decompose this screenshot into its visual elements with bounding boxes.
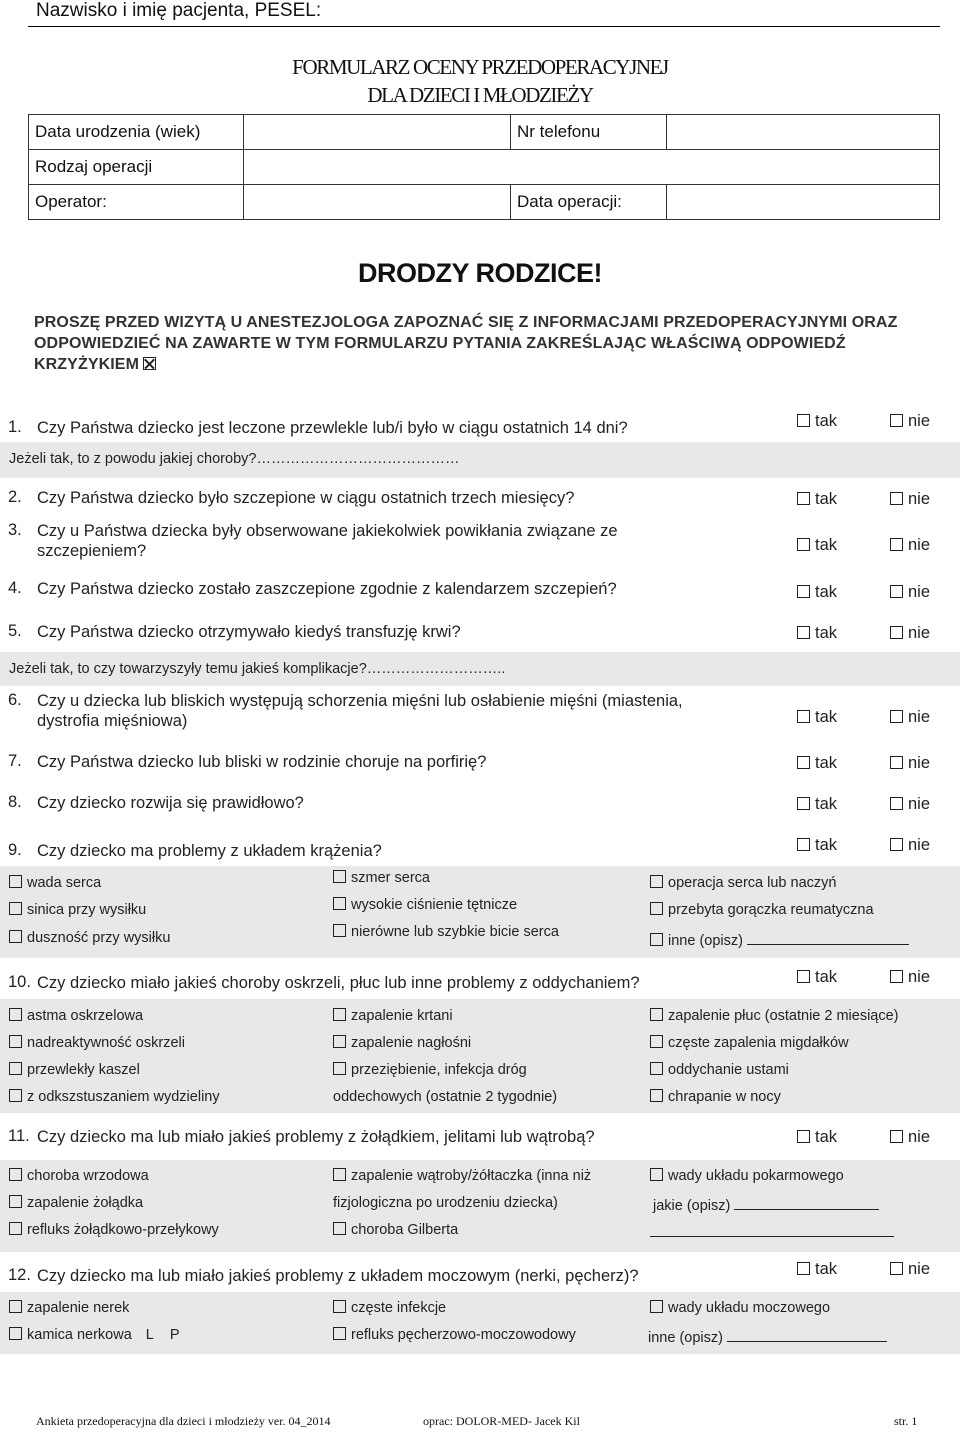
q5-yes-option[interactable]: tak — [797, 624, 837, 643]
option-heart-defect[interactable]: wada serca — [9, 875, 101, 891]
checkbox-icon — [890, 626, 903, 639]
option-urinary-other: inne (opisz) — [648, 1327, 887, 1346]
option-arrhythmia[interactable]: nierówne lub szybkie bicie serca — [333, 924, 559, 940]
footer-page-number: str. 1 — [894, 1414, 918, 1428]
checkbox-icon — [797, 1130, 810, 1143]
option-laryngitis[interactable]: zapalenie krtani — [333, 1008, 453, 1024]
option-gi-defects[interactable]: wady układu pokarmowego — [650, 1168, 844, 1184]
q6-no-option[interactable]: nie — [890, 708, 930, 727]
operator-field[interactable] — [244, 185, 511, 220]
option-hepatitis-cont: fizjologiczna po urodzeniu dziecka) — [333, 1195, 558, 1211]
checkbox-icon — [797, 626, 810, 639]
option-heart-murmur[interactable]: szmer serca — [333, 870, 430, 886]
option-peptic-ulcer[interactable]: choroba wrzodowa — [9, 1168, 149, 1184]
q5-followup[interactable]: Jeżeli tak, to czy towarzyszyły temu jakieś komplikacje?……………………….. — [9, 661, 506, 677]
checkbox-icon — [333, 1168, 346, 1181]
checkbox-icon — [650, 1062, 663, 1075]
checkbox-icon — [333, 1222, 346, 1235]
checkbox-icon — [9, 875, 22, 888]
q10-yes-option[interactable]: tak — [797, 968, 837, 987]
q9-no-option[interactable]: nie — [890, 836, 930, 855]
option-vesicoureteral-reflux[interactable]: refluks pęcherzowo-moczowodowy — [333, 1327, 576, 1343]
option-cyanosis[interactable]: sinica przy wysiłku — [9, 902, 146, 918]
option-respiratory-infection[interactable]: przeziębienie, infekcja dróg — [333, 1062, 527, 1078]
checkbox-icon — [9, 1035, 22, 1048]
checkbox-icon — [890, 797, 903, 810]
q5-no-option[interactable]: nie — [890, 624, 930, 643]
checkbox-icon — [650, 875, 663, 888]
q11-yes-option[interactable]: tak — [797, 1128, 837, 1147]
option-tonsillitis[interactable]: częste zapalenia migdałków — [650, 1035, 849, 1051]
checkbox-icon — [333, 1300, 346, 1313]
operation-type-label: Rodzaj operacji — [29, 150, 244, 185]
checkbox-icon — [890, 414, 903, 427]
q9-yes-option[interactable]: tak — [797, 836, 837, 855]
checkbox-icon — [890, 538, 903, 551]
phone-label: Nr telefonu — [511, 115, 667, 150]
option-sputum[interactable]: z odkszstuszaniem wydzieliny — [9, 1089, 220, 1105]
phone-field[interactable] — [667, 115, 940, 150]
option-frequent-infections[interactable]: częste infekcje — [333, 1300, 446, 1316]
footer-author: oprac: DOLOR-MED- Jacek Kil — [423, 1414, 580, 1428]
checkbox-icon — [797, 838, 810, 851]
option-urinary-defects[interactable]: wady układu moczowego — [650, 1300, 830, 1316]
checkbox-icon — [333, 1327, 346, 1340]
operation-date-field[interactable] — [667, 185, 940, 220]
checkbox-icon — [650, 1035, 663, 1048]
checkbox-icon — [9, 1327, 22, 1340]
checkbox-icon — [890, 756, 903, 769]
checkbox-icon — [650, 1300, 663, 1313]
form-title-line1: FORMULARZ OCENY PRZEDOPERACYJNEJ — [292, 55, 668, 79]
option-other-cardiac[interactable]: inne (opisz) — [650, 930, 909, 949]
birth-date-field[interactable] — [244, 115, 511, 150]
option-respiratory-infection-cont: oddechowych (ostatnie 2 tygodnie) — [333, 1089, 558, 1105]
checkbox-icon — [650, 1089, 663, 1102]
checkbox-icon — [9, 1168, 22, 1181]
checkbox-icon — [9, 1300, 22, 1313]
option-nephritis[interactable]: zapalenie nerek — [9, 1300, 129, 1316]
gi-describe-line-2[interactable] — [650, 1222, 894, 1241]
option-bronchial-hyperreactivity[interactable]: nadreaktywność oskrzeli — [9, 1035, 185, 1051]
checkbox-icon — [797, 585, 810, 598]
checkbox-icon — [9, 1008, 22, 1021]
operator-label: Operator: — [29, 185, 244, 220]
option-mouth-breathing[interactable]: oddychanie ustami — [650, 1062, 789, 1078]
birth-date-label: Data urodzenia (wiek) — [29, 115, 244, 150]
checkbox-icon — [797, 492, 810, 505]
other-cardiac-line[interactable] — [747, 930, 909, 945]
greeting: DRODZY RODZICE! — [357, 258, 602, 288]
checkbox-icon — [333, 1008, 346, 1021]
urinary-other-line[interactable] — [727, 1327, 887, 1342]
q3-no-option[interactable]: nie — [890, 536, 930, 555]
checkbox-icon — [890, 1262, 903, 1275]
option-asthma[interactable]: astma oskrzelowa — [9, 1008, 143, 1024]
q6-yes-option[interactable]: tak — [797, 708, 837, 727]
patient-info-table — [28, 114, 940, 220]
option-epiglottitis[interactable]: zapalenie nagłośni — [333, 1035, 471, 1051]
patient-name-line — [28, 26, 940, 27]
checkbox-icon — [333, 897, 346, 910]
q11-no-option[interactable]: nie — [890, 1128, 930, 1147]
option-heart-surgery[interactable]: operacja serca lub naczyń — [650, 875, 836, 891]
option-hypertension[interactable]: wysokie ciśnienie tętnicze — [333, 897, 517, 913]
checkbox-icon — [333, 870, 346, 883]
q8-no-option[interactable]: nie — [890, 795, 930, 814]
q7-no-option[interactable]: nie — [890, 754, 930, 773]
gi-describe-line[interactable] — [734, 1195, 879, 1210]
operation-type-field[interactable] — [244, 150, 940, 185]
option-gastritis[interactable]: zapalenie żołądka — [9, 1195, 143, 1211]
checkbox-icon — [333, 1035, 346, 1048]
checkbox-icon — [890, 970, 903, 983]
option-kidney-stones[interactable]: kamica nerkowa L P — [9, 1327, 180, 1343]
checkbox-icon — [333, 924, 346, 937]
q1-followup[interactable]: Jeżeli tak, to z powodu jakiej choroby?…………………………………… — [9, 451, 460, 467]
checkbox-icon — [650, 902, 663, 915]
q1-yes-option[interactable]: tak — [797, 412, 837, 431]
checkbox-icon — [797, 414, 810, 427]
kidney-right-marker[interactable]: P — [169, 1327, 180, 1343]
checkbox-icon — [9, 1062, 22, 1075]
option-hepatitis[interactable]: zapalenie wątroby/żółtaczka (inna niż — [333, 1168, 591, 1184]
checkbox-icon — [890, 710, 903, 723]
q1-no-option[interactable]: nie — [890, 412, 930, 431]
checkbox-icon — [797, 756, 810, 769]
checkbox-icon — [797, 710, 810, 723]
checkbox-icon — [650, 1168, 663, 1181]
checkbox-icon — [890, 838, 903, 851]
option-gi-describe: jakie (opisz) — [653, 1195, 879, 1214]
checkbox-icon — [9, 1222, 22, 1235]
checkbox-icon — [890, 492, 903, 505]
checkbox-icon — [797, 970, 810, 983]
instruction-text: PROSZĘ PRZED WIZYTĄ U ANESTEZJOLOGA ZAPOZNAĆ SIĘ Z INFORMACJAMI PRZEDOPERACYJNYMI ORAZ ODPOWIEDZIEĆ NA ZAWARTE W TYM FORMULARZU PYTANIA ZAKREŚLAJĄC WŁAŚCIWĄ ODPOWIEDŹ KRZYŻYKIEM — [34, 314, 898, 373]
checkbox-icon — [797, 538, 810, 551]
q8-yes-option[interactable]: tak — [797, 795, 837, 814]
kidney-left-marker[interactable]: L — [145, 1327, 154, 1343]
option-chronic-cough[interactable]: przewlekły kaszel — [9, 1062, 140, 1078]
checkbox-icon — [890, 585, 903, 598]
crossed-checkbox-icon — [143, 357, 156, 370]
checkbox-icon — [797, 797, 810, 810]
q10-no-option[interactable]: nie — [890, 968, 930, 987]
checkbox-icon — [9, 902, 22, 915]
checkbox-icon — [650, 933, 663, 946]
q3-yes-option[interactable]: tak — [797, 536, 837, 555]
q2-yes-option[interactable]: tak — [797, 490, 837, 509]
option-rheumatic-fever[interactable]: przebyta gorączka reumatyczna — [650, 902, 874, 918]
q12-no-option[interactable]: nie — [890, 1260, 930, 1279]
q4-no-option[interactable]: nie — [890, 583, 930, 602]
checkbox-icon — [9, 1195, 22, 1208]
option-gerd[interactable]: refluks żołądkowo-przełykowy — [9, 1222, 219, 1238]
checkbox-icon — [9, 1089, 22, 1102]
footer-form-version: Ankieta przedoperacyjna dla dzieci i młodzieży ver. 04_2014 — [36, 1414, 331, 1428]
option-gilbert[interactable]: choroba Gilberta — [333, 1222, 458, 1238]
q12-yes-option[interactable]: tak — [797, 1260, 837, 1279]
option-pneumonia[interactable]: zapalenie płuc (ostatnie 2 miesiące) — [650, 1008, 899, 1024]
checkbox-icon — [333, 1062, 346, 1075]
operation-date-label: Data operacji: — [511, 185, 667, 220]
option-snoring[interactable]: chrapanie w nocy — [650, 1089, 781, 1105]
checkbox-icon — [890, 1130, 903, 1143]
q7-yes-option[interactable]: tak — [797, 754, 837, 773]
checkbox-icon — [650, 1008, 663, 1021]
checkbox-icon — [9, 930, 22, 943]
q2-no-option[interactable]: nie — [890, 490, 930, 509]
option-dyspnea[interactable]: duszność przy wysiłku — [9, 930, 170, 946]
patient-name-label: Nazwisko i imię pacjenta, PESEL: — [36, 0, 322, 21]
checkbox-icon — [797, 1262, 810, 1275]
form-title-line2: DLA DZIECI I MŁODZIEŻY — [367, 83, 593, 107]
q4-yes-option[interactable]: tak — [797, 583, 837, 602]
